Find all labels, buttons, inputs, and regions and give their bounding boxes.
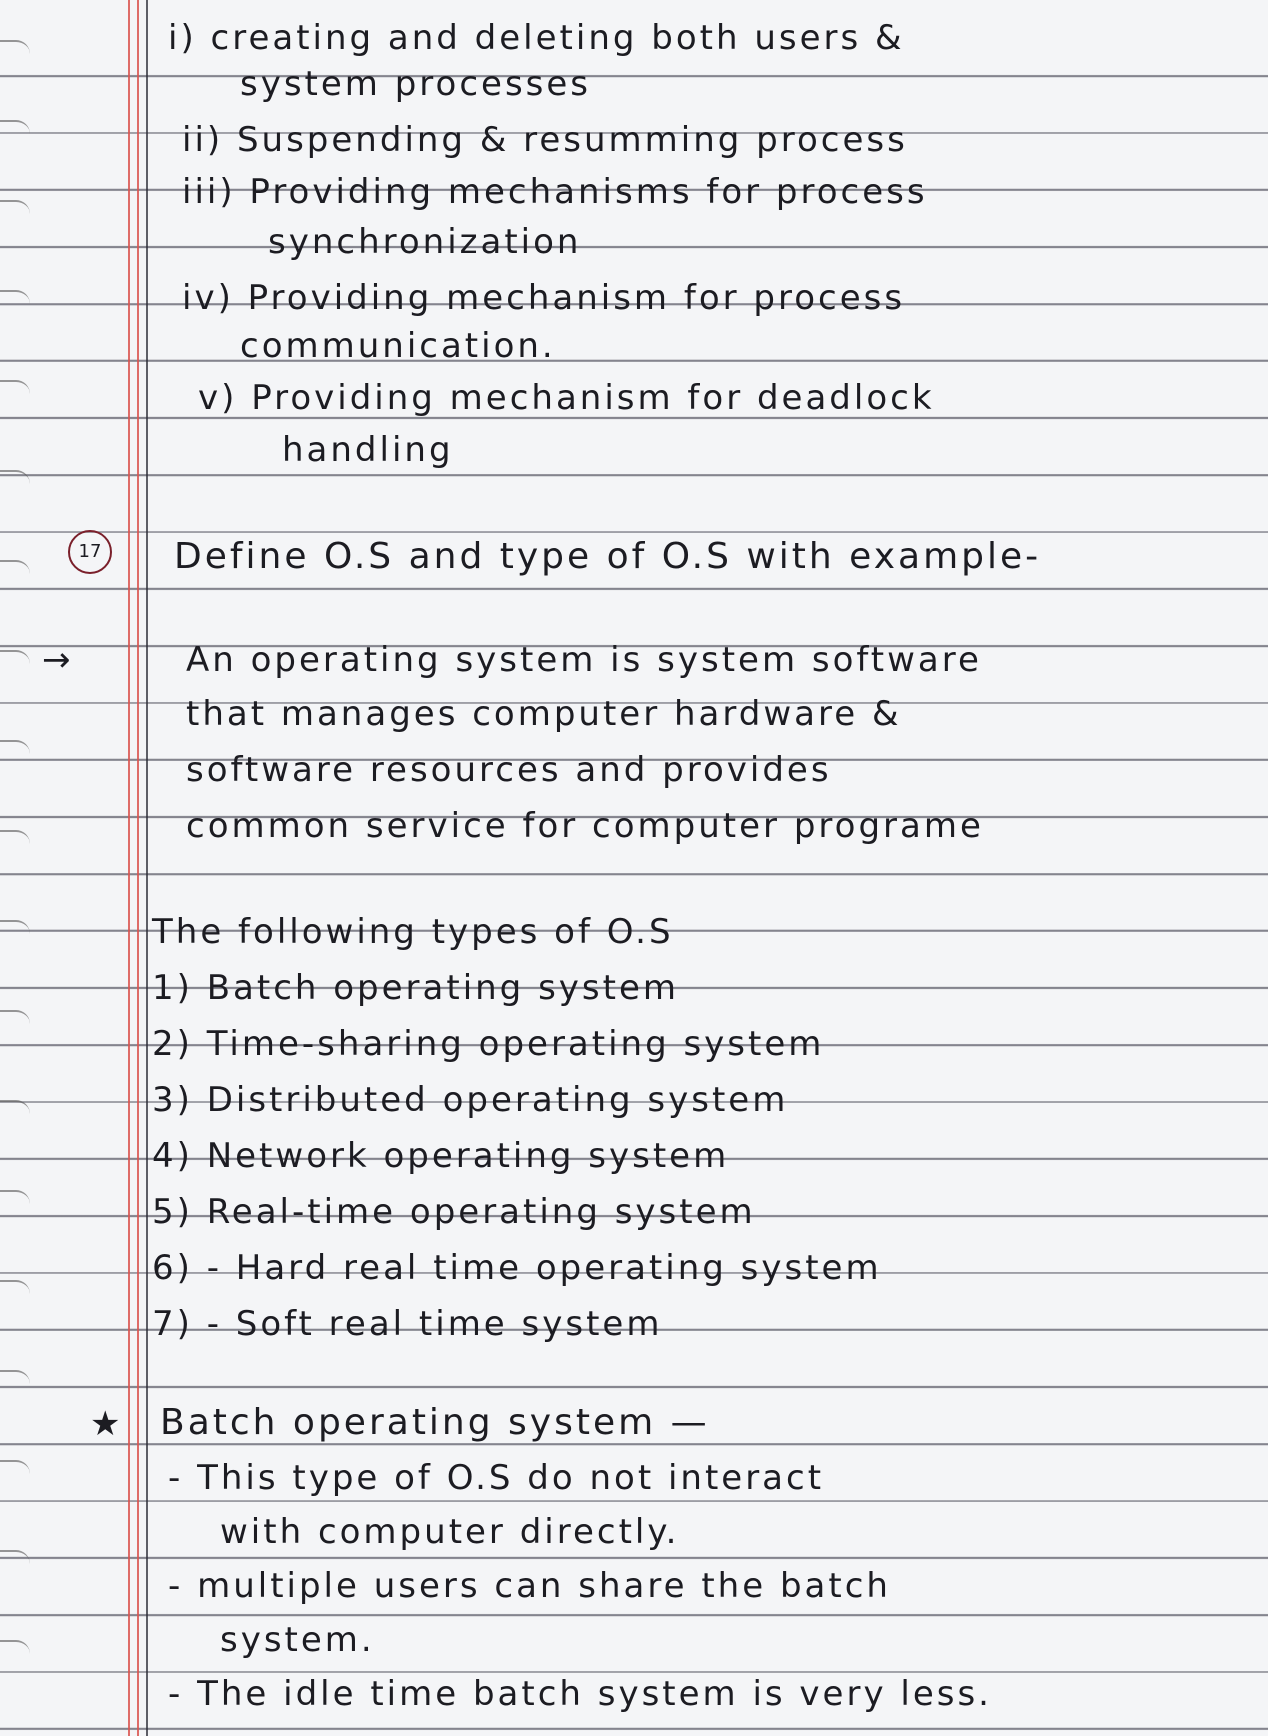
- binding-mark: [0, 1010, 30, 1024]
- binding-mark: [0, 470, 30, 484]
- definition-line: An operating system is system software: [186, 640, 982, 680]
- section-heading: Batch operating system —: [160, 1402, 710, 1443]
- binding-mark: [0, 1640, 30, 1654]
- list-item: synchronization: [268, 222, 582, 262]
- margin-line: [137, 0, 139, 1736]
- list-item: communication.: [240, 326, 556, 366]
- list-item: 6) - Hard real time operating system: [152, 1248, 882, 1288]
- list-item: 3) Distributed operating system: [152, 1080, 789, 1120]
- binding-mark: [0, 560, 30, 574]
- list-item: handling: [282, 430, 454, 470]
- binding-mark: [0, 40, 30, 54]
- list-item: iii) Providing mechanisms for process: [182, 172, 928, 212]
- arrow-icon: →: [42, 640, 71, 680]
- binding-mark: [0, 1370, 30, 1384]
- list-item: 5) Real-time operating system: [152, 1192, 756, 1232]
- list-item: - multiple users can share the batch: [168, 1566, 891, 1606]
- binding-mark: [0, 830, 30, 844]
- list-item: 2) Time-sharing operating system: [152, 1024, 825, 1064]
- binding-mark: [0, 1100, 30, 1114]
- list-item: 4) Network operating system: [152, 1136, 730, 1176]
- list-item: ii) Suspending & resumming process: [182, 120, 908, 160]
- binding-mark: [0, 290, 30, 304]
- list-item: - This type of O.S do not interact: [168, 1458, 825, 1498]
- types-intro: The following types of O.S: [152, 912, 674, 952]
- question-text: Define O.S and type of O.S with example-: [174, 536, 1042, 577]
- definition-line: software resources and provides: [186, 750, 832, 790]
- binding-mark: [0, 1550, 30, 1564]
- list-item: i) creating and deleting both users &: [168, 18, 905, 58]
- list-item: - The idle time batch system is very less.: [168, 1674, 992, 1714]
- binding-mark: [0, 920, 30, 934]
- binding-mark: [0, 650, 30, 664]
- margin-line: [146, 0, 148, 1736]
- definition-line: common service for computer programe: [186, 806, 984, 846]
- question-number: 17: [68, 530, 112, 574]
- list-item: system.: [220, 1620, 375, 1660]
- list-item: iv) Providing mechanism for process: [182, 278, 906, 318]
- binding-mark: [0, 1460, 30, 1474]
- list-item: system processes: [240, 64, 592, 104]
- binding-mark: [0, 200, 30, 214]
- binding-mark: [0, 740, 30, 754]
- binding-mark: [0, 1190, 30, 1204]
- list-item: 7) - Soft real time system: [152, 1304, 663, 1344]
- definition-line: that manages computer hardware &: [186, 694, 902, 734]
- binding-mark: [0, 120, 30, 134]
- binding-mark: [0, 1280, 30, 1294]
- star-icon: ★: [90, 1404, 121, 1444]
- list-item: with computer directly.: [220, 1512, 680, 1552]
- list-item: 1) Batch operating system: [152, 968, 679, 1008]
- margin-line: [128, 0, 130, 1736]
- list-item: v) Providing mechanism for deadlock: [198, 378, 935, 418]
- binding-mark: [0, 380, 30, 394]
